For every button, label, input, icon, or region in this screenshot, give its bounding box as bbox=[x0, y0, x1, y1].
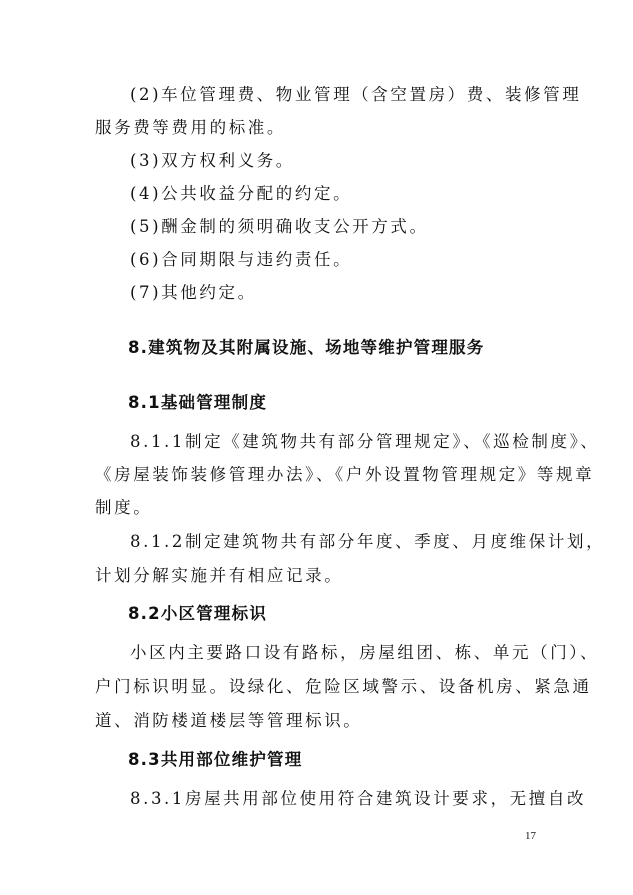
text-line: 服务费等费用的标准。 bbox=[95, 118, 286, 137]
subsection-heading: 8.2小区管理标识 bbox=[128, 604, 268, 623]
text-line: 8.1.1制定《建筑物共有部分管理规定》、《巡检制度》、 bbox=[130, 432, 600, 451]
text-line: 《房屋装饰装修管理办法》、《户外设置物管理规定》等规章 bbox=[95, 465, 595, 484]
text-line: (4)公共收益分配的约定。 bbox=[130, 184, 353, 203]
text-line: (2)车位管理费、物业管理（含空置房）费、装修管理 bbox=[130, 85, 582, 104]
text-line: 户门标识明显。设绿化、危险区域警示、设备机房、紧急通 bbox=[95, 677, 592, 696]
text-line: (5)酬金制的须明确收支公开方式。 bbox=[130, 217, 429, 236]
text-line: 8.1.2制定建筑物共有部分年度、季度、月度维保计划， bbox=[130, 532, 606, 551]
text-line: (6)合同期限与违约责任。 bbox=[130, 250, 353, 269]
subsection-heading: 8.1基础管理制度 bbox=[128, 393, 268, 412]
text-line: (3)双方权利义务。 bbox=[130, 151, 295, 170]
text-line: 道、消防楼道楼层等管理标识。 bbox=[95, 711, 363, 730]
text-line: 制度。 bbox=[95, 498, 153, 517]
page-number: 17 bbox=[525, 830, 536, 842]
text-line: (7)其他约定。 bbox=[130, 283, 257, 302]
text-line: 计划分解实施并有相应记录。 bbox=[95, 566, 344, 585]
text-line: 8.3.1房屋共用部位使用符合建筑设计要求，无擅自改 bbox=[130, 789, 587, 808]
subsection-heading: 8.3共用部位维护管理 bbox=[128, 750, 303, 769]
text-line: 小区内主要路口设有路标，房屋组团、栋、单元（门）、 bbox=[130, 643, 600, 662]
section-heading: 8.建筑物及其附属设施、场地等维护管理服务 bbox=[128, 338, 485, 357]
